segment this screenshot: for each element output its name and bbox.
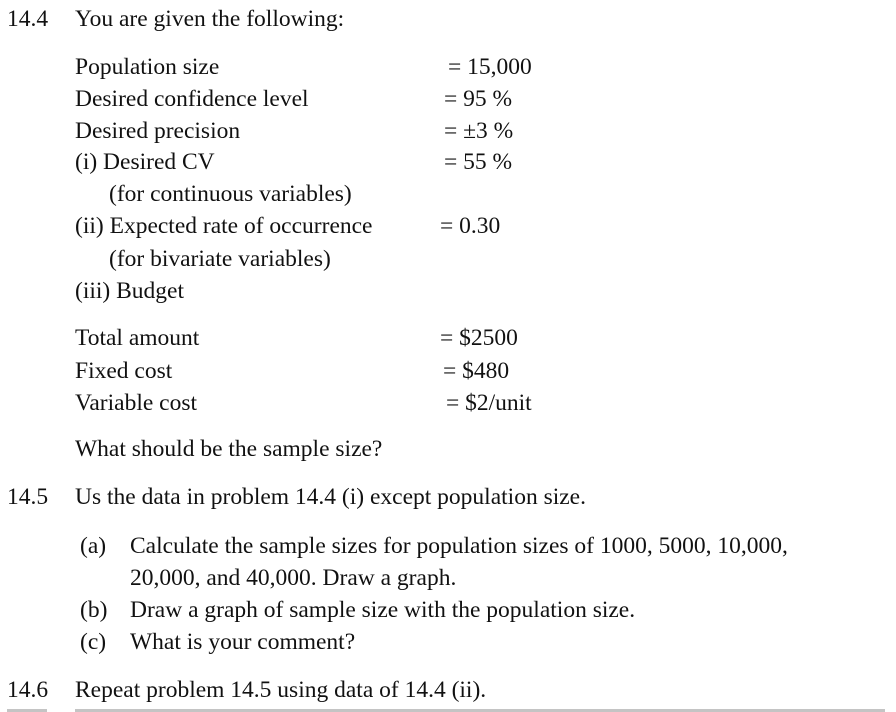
param-value: = 15,000 bbox=[448, 54, 532, 80]
problem-text: Repeat problem 14.5 using data of 14.4 (ii). bbox=[75, 677, 487, 703]
problem-intro: Us the data in problem 14.4 (i) except population size. bbox=[75, 484, 586, 510]
param-label: (iii) Budget bbox=[75, 278, 184, 304]
item-text: Calculate the sample sizes for population sizes of 1000, 5000, 10,000, bbox=[130, 533, 788, 559]
item-marker: (b) bbox=[80, 597, 108, 623]
param-value: = 95 % bbox=[444, 86, 513, 112]
param-label: (i) Desired CV bbox=[75, 149, 215, 175]
problem-number: 14.4 bbox=[7, 6, 49, 32]
problem-number: 14.5 bbox=[7, 484, 49, 510]
param-label: Population size bbox=[75, 54, 220, 80]
item-text: What is your comment? bbox=[130, 629, 356, 655]
param-label: Desired precision bbox=[75, 118, 241, 144]
param-note: (for bivariate variables) bbox=[109, 246, 331, 272]
budget-label: Fixed cost bbox=[75, 358, 173, 384]
param-value: = 55 % bbox=[444, 149, 513, 175]
param-value: = ±3 % bbox=[444, 118, 514, 144]
budget-value: = $480 bbox=[443, 358, 510, 384]
problem-intro: You are given the following: bbox=[75, 6, 345, 32]
budget-value: = $2/unit bbox=[446, 390, 532, 416]
clipped-next-line bbox=[0, 704, 896, 712]
param-label: (ii) Expected rate of occurrence bbox=[75, 213, 373, 239]
item-text: 20,000, and 40,000. Draw a graph. bbox=[130, 565, 457, 591]
budget-value: = $2500 bbox=[440, 325, 518, 351]
budget-label: Total amount bbox=[75, 325, 200, 351]
item-marker: (a) bbox=[80, 533, 107, 559]
param-label: Desired confidence level bbox=[75, 86, 309, 112]
param-note: (for continuous variables) bbox=[109, 181, 352, 207]
item-text: Draw a graph of sample size with the population size. bbox=[130, 597, 636, 623]
problem-number: 14.6 bbox=[7, 677, 49, 703]
budget-label: Variable cost bbox=[75, 390, 198, 416]
item-marker: (c) bbox=[80, 629, 107, 655]
param-value: = 0.30 bbox=[440, 213, 501, 239]
problem-question: What should be the sample size? bbox=[75, 436, 383, 462]
